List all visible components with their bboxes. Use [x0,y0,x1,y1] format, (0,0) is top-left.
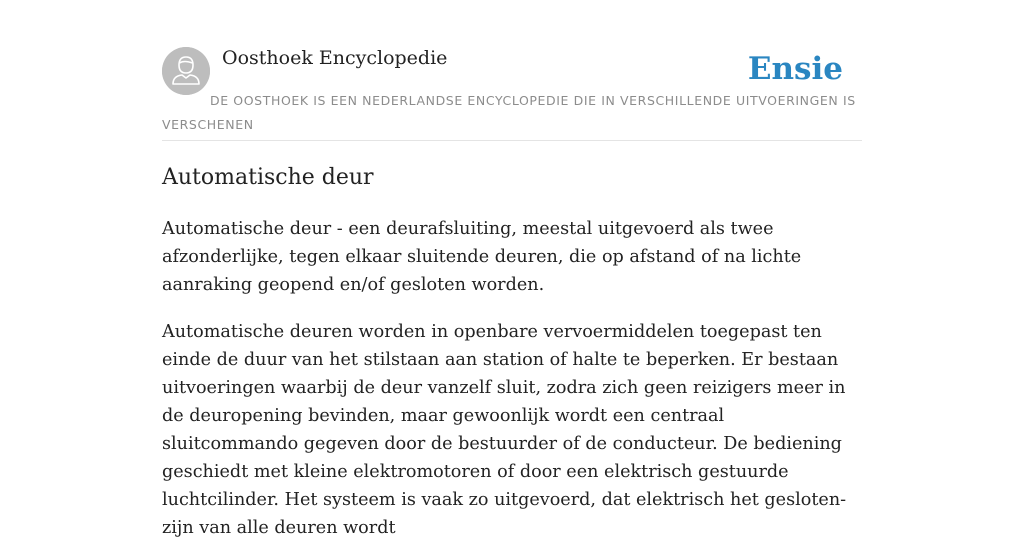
article-title: Automatische deur [162,165,374,190]
site-tagline: DE OOSTHOEK IS EEN NEDERLANDSE ENCYCLOPEDIE DIE IN VERSCHILLENDE UITVOERINGEN IS VERSCHENEN [162,93,856,132]
user-icon[interactable] [162,47,210,95]
site-name[interactable]: Oosthoek Encyclopedie [222,47,448,69]
site-header [162,0,862,141]
article-paragraph-1: Automatische deur - een deurafsluiting, meestal uitgevoerd als twee afzonderlijke, tegen elkaar sluitende deuren, die op afstand of na lichte aanraking geopend en/of gesloten worden. [162,219,802,295]
article-paragraph-2: Automatische deuren worden in openbare vervoermiddelen toegepast ten einde de duur van het stilstaan aan station of halte te beperken. Er bestaan uitvoeringen waarbij de deur vanzelf sluit, zodra zich geen reizigers meer in de deuropening bevinden, maar gewoonlijk wordt een centraal sluitcommando gegeven door de bestuurder of de conducteur. De bediening geschiedt met kleine elektromotoren of door een elektrisch gestuurde luchtcilinder. Het systeem is vaak zo uitgevoerd, dat elektrisch het gesloten-zijn van alle deuren wordt [162,322,847,538]
brand-logo[interactable]: Ensie [747,51,843,87]
article [162,160,862,542]
